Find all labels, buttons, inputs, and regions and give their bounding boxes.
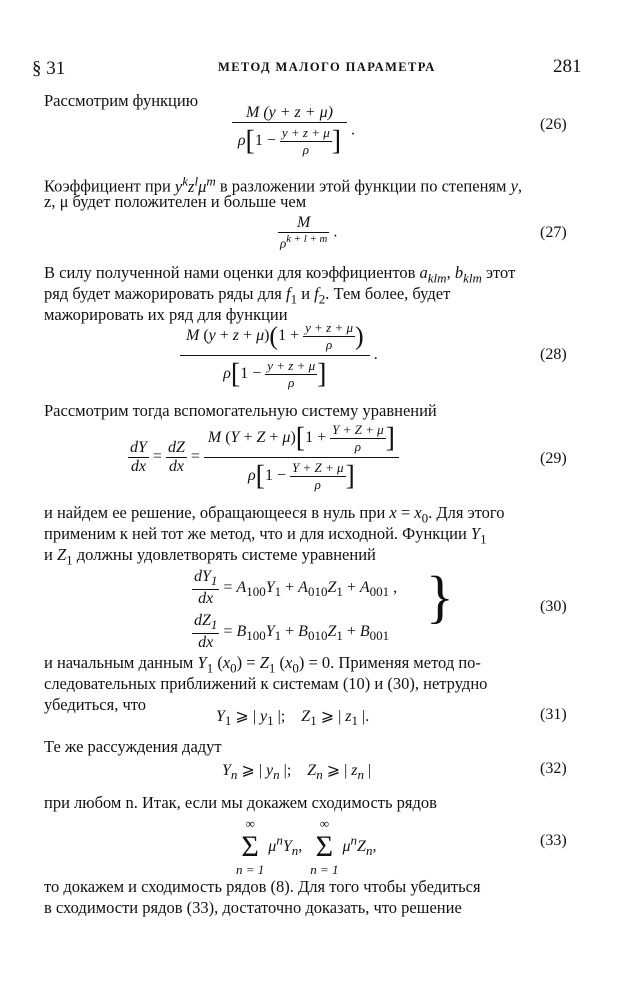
- equation-33: ∞ Σ n = 1 $\mu^nY_n$, ∞ Σ n = 1 $\mu^nZ_n$,: [236, 816, 377, 877]
- equation-number-29: (29): [540, 450, 567, 467]
- equation-number-26: (26): [540, 116, 567, 133]
- section-mark: § 31: [32, 58, 66, 79]
- running-title: МЕТОД МАЛОГО ПАРАМЕТРА: [218, 60, 436, 74]
- paragraph-6-line-3: убедиться, что: [44, 695, 146, 714]
- paragraph-7: Те же рассуждения дадут: [44, 737, 222, 756]
- paragraph-3-line-3: мажорировать их ряд для функции: [44, 305, 288, 324]
- paragraph-3-line-2: ряд будет мажорировать ряды для $f_1$ и $f_2$. Тем более, будет: [44, 284, 451, 307]
- equation-number-30: (30): [540, 598, 567, 615]
- paragraph-6-line-2: следовательных приближений к системам (10) и (30), нетрудно: [44, 674, 488, 693]
- paragraph-1: Рассмотрим функцию: [44, 91, 199, 110]
- equation-30-row-2: $\frac{dZ_1}{dx}$ = $B_{100}Y_1 + B_{010}Z_1 + B_{001}$: [194, 612, 390, 652]
- paragraph-2-line-1: Коэффициент при $y^kz^l\mu^m$ в разложении этой функции по степеням y,: [44, 173, 523, 196]
- paragraph-5-line-2: применим к ней тот же метод, что и для исходной. Функции $Y_1$: [44, 524, 487, 547]
- equation-number-31: (31): [540, 706, 567, 723]
- equation-number-33: (33): [540, 832, 567, 849]
- equation-30-row-1: $\frac{dY_1}{dx}$ = $A_{100}Y_1 + A_{010}Z_1 + A_{001}$ ,: [194, 568, 398, 608]
- paragraph-5-line-3: и $Z_1$ должны удовлетворять системе уравнений: [44, 545, 376, 568]
- equation-number-32: (32): [540, 760, 567, 777]
- equation-number-28: (28): [540, 346, 567, 363]
- equation-28: M (y + z + μ)(1 + $\frac{y + z + \mu}{\rho}$ ) ρ[1 − $\frac{y + z + \mu}{\rho}$ ] .: [180, 320, 378, 391]
- paragraph-2-line-2: z, μ будет положителен и больше чем: [44, 192, 307, 211]
- paragraph-6-line-1: и начальным данным $Y_1$ $(x_0) = Z_1$ $(x_0) = 0$. Применяя метод по-: [44, 653, 481, 676]
- paragraph-3-line-1: В силу полученной нами оценки для коэффициентов $a_{klm}$, $b_{klm}$ этот: [44, 263, 516, 286]
- equation-number-27: (27): [540, 224, 567, 241]
- equation-29: $\frac{dY}{dx}$ = $\frac{dZ}{dx}$ = M (Y + Z + μ)[1 + $\frac{Y + Z + \mu}{\rho}$ ] ρ[1 − $\frac{Y + Z + \mu}{\rho}$ ]: [128, 422, 399, 493]
- right-brace: }: [426, 564, 454, 629]
- paragraph-4: Рассмотрим тогда вспомогательную систему уравнений: [44, 401, 437, 420]
- equation-31: $Y_1$ ⩾ | $y_1$ |; $Z_1$ ⩾ | $z_1$ |.: [216, 708, 370, 729]
- paragraph-9-line-2: в сходимости рядов (33), достаточно доказать, что решение: [44, 898, 462, 917]
- paragraph-8: при любом n. Итак, если мы докажем сходимость рядов: [44, 793, 437, 812]
- equation-27: $\frac{M}{\rho^{k + l + m}}$ .: [280, 214, 338, 251]
- paragraph-5-line-1: и найдем ее решение, обращающееся в нуль при $x = x_0$. Для этого: [44, 503, 505, 526]
- paragraph-9-line-1: то докажем и сходимость рядов (8). Для того чтобы убедиться: [44, 877, 481, 896]
- equation-26: M (y + z + μ) ρ[1 − $\frac{y + z + \mu}{\rho}$ ] .: [232, 104, 355, 158]
- page-number: 281: [553, 56, 582, 77]
- equation-32: $Y_n$ ⩾ | $y_n$ |; $Z_n$ ⩾ | $z_n$ |: [222, 762, 372, 783]
